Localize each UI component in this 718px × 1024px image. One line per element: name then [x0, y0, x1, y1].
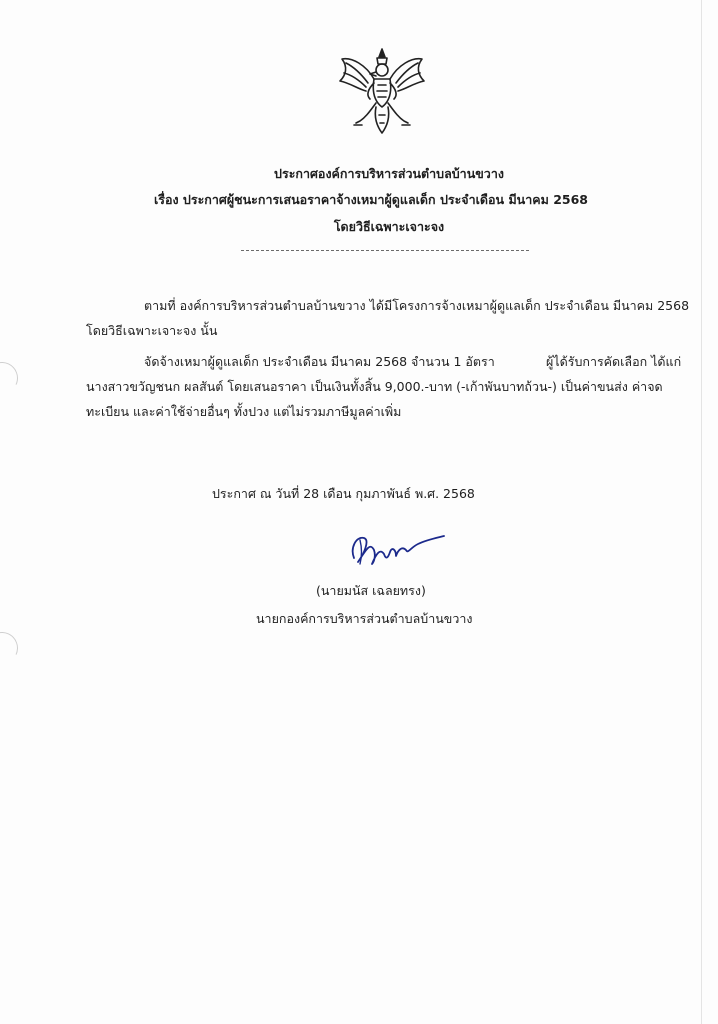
- punch-hole-mark: [0, 357, 23, 398]
- handwritten-signature: [344, 528, 448, 570]
- announcement-subject: เรื่อง ประกาศผู้ชนะการเสนอราคาจ้างเหมาผู้ดูแลเด็ก ประจำเดือน มีนาคม 2568: [153, 192, 588, 207]
- garuda-emblem-icon: [336, 45, 428, 137]
- punch-hole-mark: [0, 627, 23, 668]
- paragraph-2-line-1b: ผู้ได้รับการคัดเลือก ได้แก่: [546, 354, 682, 369]
- procurement-method: โดยวิธีเฉพาะเจาะจง: [333, 219, 445, 234]
- dashed-divider: [241, 250, 529, 251]
- signer-name: (นายมนัส เฉลยทรง): [316, 583, 426, 598]
- paragraph-1-line-2: โดยวิธีเฉพาะเจาะจง นั้น: [86, 323, 218, 338]
- paragraph-2-line-2: นางสาวขวัญชนก ผลสันต์ โดยเสนอราคา เป็นเงินทั้งสิ้น 9,000.-บาท (-เก้าพันบาทถ้วน-) เป็นค่าขนส่ง ค่าจด: [86, 379, 663, 394]
- paragraph-1-line-1: ตามที่ องค์การบริหารส่วนตำบลบ้านขวาง ได้มีโครงการจ้างเหมาผู้ดูแลเด็ก ประจำเดือน มีนาคม 2568: [144, 298, 690, 313]
- paragraph-2-line-1a: จัดจ้างเหมาผู้ดูแลเด็ก ประจำเดือน มีนาคม 2568 จำนวน 1 อัตรา: [144, 354, 495, 369]
- announcement-heading: ประกาศองค์การบริหารส่วนตำบลบ้านขวาง: [274, 166, 504, 181]
- announcement-date: ประกาศ ณ วันที่ 28 เดือน กุมภาพันธ์ พ.ศ. 2568: [212, 486, 475, 501]
- signer-title: นายกองค์การบริหารส่วนตำบลบ้านขวาง: [256, 611, 473, 626]
- paragraph-2-line-3: ทะเบียน และค่าใช้จ่ายอื่นๆ ทั้งปวง แต่ไม่รวมภาษีมูลค่าเพิ่ม: [86, 404, 402, 419]
- scan-edge: [701, 0, 702, 1024]
